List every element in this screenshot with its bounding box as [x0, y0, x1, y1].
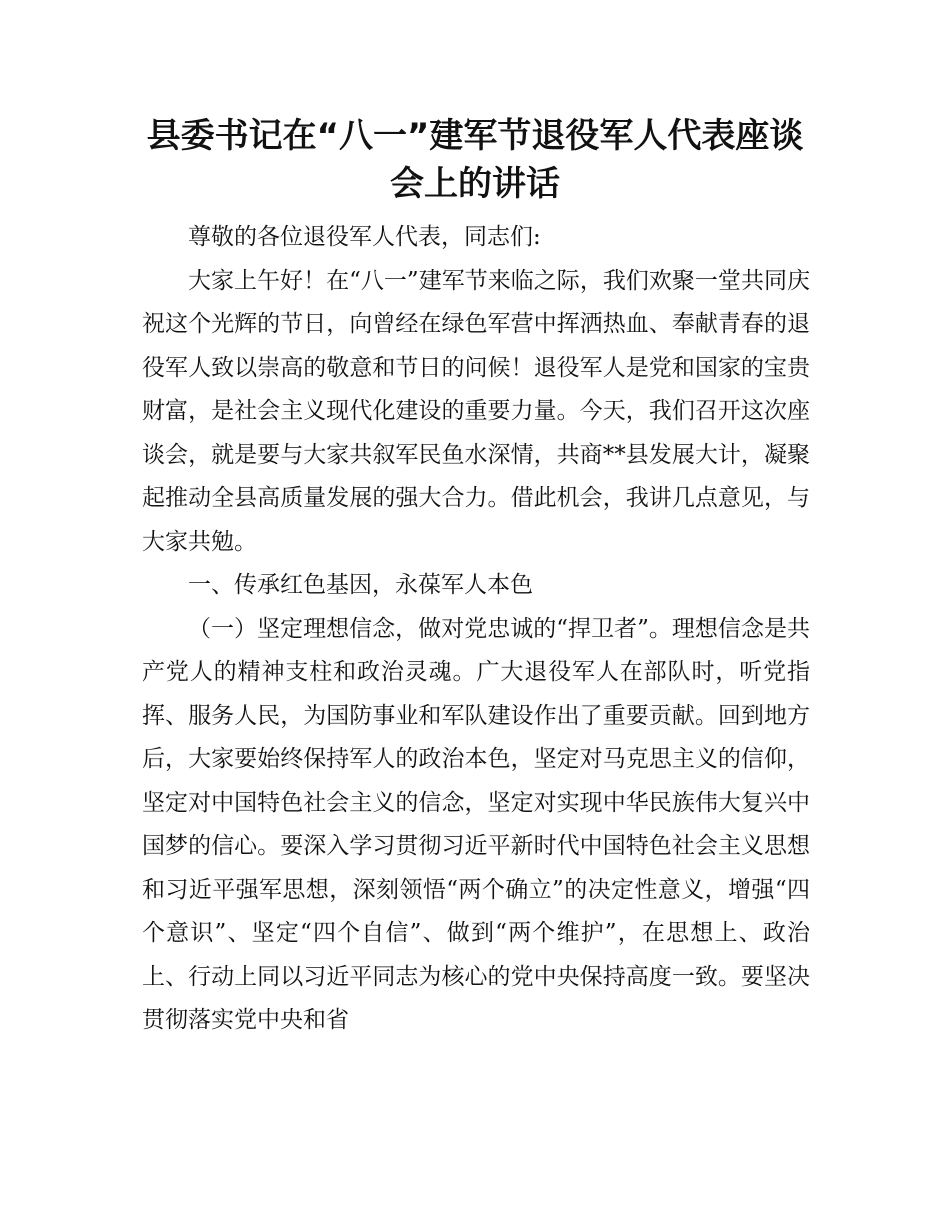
- document-body: [142, 216, 810, 1043]
- opening-paragraph: 大家上午好！在“八一”建军节来临之际，我们欢聚一堂共同庆祝这个光辉的节日，向曾经在绿色军营中挥洒热血、奉献青春的退役军人致以崇高的敬意和节日的问候！退役军人是党和国家的宝贵财富，是社会主义现代化建设的重要力量。今天，我们召开这次座谈会，就是要与大家共叙军民鱼水深情，共商**县发展大计，凝聚起推动全县高质量发展的强大合力。借此机会，我讲几点意见，与大家共勉。: [142, 267, 810, 555]
- section-heading: 一、传承红色基因，永葆军人本色: [188, 572, 533, 598]
- salutation: 尊敬的各位退役军人代表，同志们:: [188, 224, 541, 250]
- title-line-2: 会上的讲话: [390, 164, 560, 204]
- title-line-1: 县委书记在“八一”建军节退役军人代表座谈: [146, 116, 804, 156]
- document-title: [120, 112, 830, 208]
- subsection-paragraph: （一）坚定理想信念，做对党忠诚的“捍卫者”。理想信念是共产党人的精神支柱和政治灵魂。广大退役军人在部队时，听党指挥、服务人民，为国防事业和军队建设作出了重要贡献。回到地方后，大家要始终保持军人的政治本色，坚定对马克思主义的信仰，坚定对中国特色社会主义的信念，坚定对实现中华民族伟大复兴中国梦的信心。要深入学习贯彻习近平新时代中国特色社会主义思想和习近平强军思想，深刻领悟“两个确立”的决定性意义，增强“四个意识”、坚定“四个自信”、做到“两个维护”，在思想上、政治上、行动上同以习近平同志为核心的党中央保持高度一致。要坚决贯彻落实党中央和省: [142, 615, 810, 1033]
